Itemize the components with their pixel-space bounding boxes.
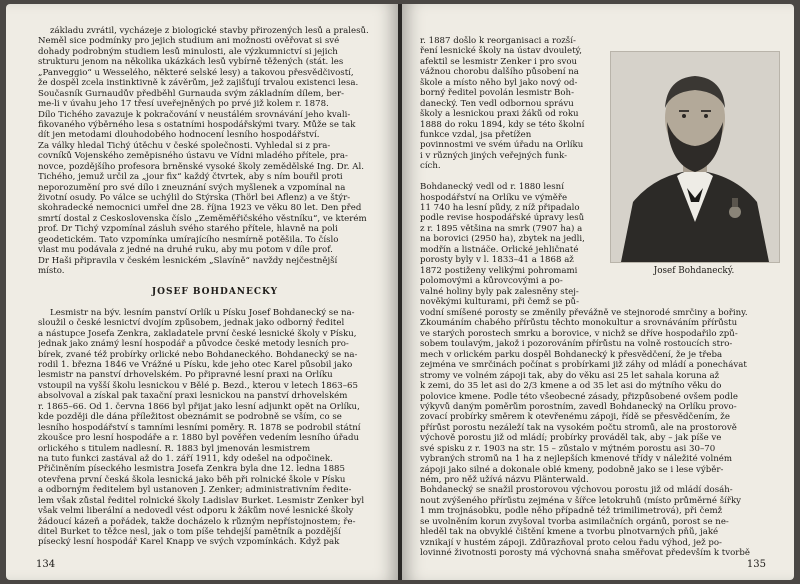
text-line: ditel Burket to těžce nesl, jak o tom píše tehdejší pamětník a pozdější — [38, 527, 341, 537]
text-line: žádoucí kázeň a pořádek, takže docházelo k různým nepřístojnostem; ře- — [38, 516, 356, 527]
text-line: polomovými a kůrovcovými a po- — [420, 276, 563, 287]
section-heading: JOSEF BOHDANECKÝ — [151, 286, 279, 297]
text-line: dít jen metodami dlouhodobého hodnocení lesního hospodářství. — [38, 130, 320, 141]
right-text-column-top — [420, 36, 606, 307]
text-line: školy a lesnickou praxi žáků od roku — [420, 109, 579, 120]
text-line: geodetickém. Tato vzpomínka umírajícího nesmírně potěšila. To číslo — [38, 234, 339, 245]
text-line: povinnostmi ve svém úřadu na Orlíku — [420, 140, 584, 151]
text-line: Současník Gurnaudův předběhl Gurnauda svým základním dílem, ber- — [38, 88, 345, 99]
text-line: afektil se lesmistr Zenker i pro svou — [420, 56, 578, 67]
text-line: jednak jako známý lesní hospodář a původce české metody lesních pro- — [38, 339, 349, 350]
text-line: me-li v úvahu jeho 17 třesí uveřejněných po prvé již kolem r. 1878. — [38, 99, 329, 110]
text-line: vybraných stromů na 1 ha z nejlepších kmenové třídy v náležité volném — [420, 454, 732, 465]
text-line: Lesmistr na býv. lesním panství Orlík u Písku Josef Bohdanecký se na- — [50, 307, 355, 318]
text-line: vznikají v hustém zápoji. Zdůrazňoval proto celou řadu výhod, jež po- — [420, 537, 722, 548]
text-line: skohradecké nemocnici umřel dne 28. října 1923 ve věku 80 let. Den před — [38, 203, 362, 214]
text-line: nout zvýšeného přírůstu zejména v šířce letokruhů (místo průměrné šířky — [420, 495, 742, 506]
text-line: 1 mm trojnásobku, podle něho případně též trimilimetrová), při čemž — [420, 506, 723, 517]
text-line: přírůst porostu nezáleží tak na vysokém počtu stromů, ale na prostorově — [420, 422, 737, 433]
text-line: Neměl sice podmínky pro jejich studium ani možnosti ověřovat si své — [38, 36, 340, 47]
text-line: výkyvů daným poměrům porostním, zavedl Bohdanecký na Orlíku provo- — [420, 401, 737, 412]
text-line: zovací probírky směrem k otevřenému zápoji, řídě se přesvědčením, že — [420, 412, 730, 423]
text-line: Dr Haši připravila v českém lesnickém „Slavíně“ navždy nejčestnější — [38, 255, 338, 266]
text-line: že dospěl zcela instinktivně k závěrům, jež zajišťují trvalou existenci lesa. — [38, 78, 359, 89]
text-line: však velmi liberální a nedovedl vést odporu k žákům nové lesnické školy — [38, 506, 354, 517]
text-line: polovice kmene. Podle této všeobecné zásady, přizpůsobené ovšem podle — [420, 391, 738, 402]
text-line: Dílo Tichého zavazuje k pokračování v neustálém srovnávání jeho kvali- — [38, 109, 351, 120]
text-line: prof. Dr Tichý vzpomínal zásluh svého starého přítele, hlavně na poli — [38, 224, 338, 235]
text-line: vodní smíšené porosty se změnily převážně ve stejnorodé smrčiny a bořiny. — [420, 308, 748, 318]
text-line: valné holiny byly pak zalesněny stej- — [420, 286, 579, 297]
portrait-caption: Josef Bohdanecký. — [653, 266, 735, 276]
text-line: a nástupce Josefa Zenkra, zakladatele první české lesnické školy v Písku, — [38, 328, 357, 339]
text-line: základu zvrátil, vycházeje z biologické stavby přirozených lesů a pralesů. — [50, 26, 369, 36]
page-number-left: 134 — [36, 559, 56, 570]
text-line: rodil 1. března 1846 ve Vrážné u Písku, kde jeho otec Karel působil jako — [38, 360, 353, 370]
text-line: absolvoval a získal pak taxační praxi lesnickou na panství drhovelském — [38, 391, 348, 402]
left-text-column — [38, 26, 392, 548]
text-line: bírek, zvané též probírky orlické nebo Bohdaneckého. Bohdanecký se na- — [38, 349, 358, 360]
text-line: ve starých porostech smrku a borovice, v nichž se dříve hospodařilo způ- — [420, 328, 738, 339]
text-line: ření lesnické školy na ústav dvouletý, — [420, 46, 582, 57]
text-line: lovinné životnosti porosty má výchovná snaha směřovat především k tvorbě — [420, 548, 750, 559]
text-line: z r. 1895 většina na smrk (7907 ha) a — [420, 223, 583, 234]
left-page — [6, 4, 398, 580]
text-line: r. 1887 došlo k reorganisaci a rozší- — [420, 36, 576, 46]
text-line: vlast mu podávala z jedné na druhé ruku, aby mu potom v díle prof. — [38, 245, 333, 256]
text-line: modřín a listnáče. Orlické jehličnaté — [420, 244, 579, 255]
text-line: Přičiněním píseckého lesmistra Josefa Zenkra byla dne 12. ledna 1885 — [38, 464, 345, 475]
text-line: cích. — [420, 161, 441, 172]
text-line: r. 1865–66. Od 1. června 1866 byl přijat jako lesní adjunkt opět na Orlíku, — [38, 401, 360, 412]
text-line: na tuto funkci zastával až do 1. září 1911, kdy odešel na odpočinek. — [38, 453, 333, 464]
text-line: 1888 do roku 1894, kdy se této školní — [420, 119, 585, 130]
text-line: i v různých jiných veřejných funk- — [420, 150, 568, 161]
right-page — [402, 4, 794, 580]
text-line: fikovaného výběrného lesa s ostatními hospodářskými tvary. Může se tak — [38, 119, 356, 130]
text-line: písecký lesní hospodář Karel Knapp ve svých vzpomínkách. Když pak — [38, 537, 340, 548]
text-line: životní osudy. Po válce se uchýlil do Štýrska (Thörl bei Aflenz) a ve štýr- — [38, 193, 351, 203]
text-line: 11 740 ha lesní půdy, z níž připadalo — [420, 203, 580, 213]
text-line: Za války hledal Tichý útěchu v české společnosti. Vyhledal si z pra- — [38, 140, 331, 151]
portrait-illustration — [611, 52, 779, 262]
text-line: vstoupil na vyšší školu lesnickou v Bělé p. Bezd., kterou v letech 1863–65 — [38, 380, 358, 391]
text-line: lesního hospodářství s tamními lesními poměry. R. 1878 se podrobil státní — [38, 422, 361, 433]
right-text-column-bottom — [420, 308, 780, 559]
blank-line — [38, 297, 392, 307]
text-line: zápoji jako silné a dokonale oblé kmeny, podobně jako se i lese výběr- — [420, 464, 724, 475]
page-number-right: 135 — [746, 559, 766, 570]
text-line: strukturu jenom na několika ukázkách lesů vybírně těžených (stát. les — [38, 57, 344, 68]
text-line: výchově porostu již od mládí; probírky prováděl tak, aby – jak píše ve — [420, 433, 722, 444]
text-line: dohady podrobným studiem lesů minulosti, ale výzkumnictví si jejich — [38, 46, 338, 57]
text-line: danecký. Ten vedl odbornou správu — [420, 98, 574, 109]
text-line: otevřena první česká škola lesnická jako běh při rolnické škole v Písku — [38, 474, 346, 485]
text-line: hospodářství na Orlíku ve výměře — [420, 192, 568, 203]
text-line: covníků Vojenského zeměpisného ústavu ve Vídni mladého přítele, pra- — [38, 151, 348, 162]
text-line: orlického s titulem nadlesní. R. 1883 byl jmenován lesmistrem — [38, 443, 311, 454]
text-line: lesmistr na panství drhovelském. Po připravné lesní praxi na Orlíku — [38, 370, 333, 381]
text-line: smrtí dostal z Československa číslo „Zeměměřičského věstníku“, ve kterém — [38, 213, 367, 224]
text-line: Bohdanecký vedl od r. 1880 lesní — [420, 182, 564, 193]
text-line: nověkými kulturami, při čemž se pů- — [420, 296, 579, 307]
text-line: Zkoumáním chabého přírůstu těchto monokultur a srovnáváním přírůstu — [420, 318, 738, 329]
text-line: se uvolněním korun zvyšoval tvorba asimilačních orgánů, porost se ne- — [420, 516, 729, 527]
text-line: podle revise hospodářské úpravy lesů — [420, 213, 585, 224]
text-line: vážnou chorobu dalšího působení na — [420, 67, 579, 78]
text-line: ném, pro něž užívá názvu Plänterwald. — [420, 475, 589, 485]
text-line: hleděl tak na obvyklé čištění kmene a tvorbu plnotvarných pňů, jaké — [420, 527, 719, 538]
text-line: kde později dle dána příležitost obeznámit se podrobně se vším, co se — [38, 412, 342, 423]
portrait-photo — [610, 51, 780, 263]
text-line: zkoušce pro lesní hospodáře a r. 1880 byl pověřen vedením lesního úřadu — [38, 433, 360, 444]
text-line: „Panveggio“ u Wesselého, některé selské lesy) a takovou přesvědčivostí, — [38, 67, 354, 78]
text-line: 1872 postiženy velikými pohromami — [420, 265, 578, 276]
text-line: sobem toulavým, jakož i pozorováním přírůstu na volně rostoucích stro- — [420, 339, 733, 350]
text-line: škole a místo něho byl jako nový od- — [420, 77, 578, 88]
text-line: sloužil o české lesnictví dvojím způsobem, jednak jako odborný ředitel — [38, 318, 345, 329]
text-line: své spisku z r. 1903 na str. 15 – zůstalo v mýtném porostu asi 30–70 — [420, 443, 716, 454]
text-line: Tichého, jemuž určil za „jour fix“ každý čtvrtek, aby s ním bouřil proti — [38, 172, 343, 183]
text-line: neporozumění pro své dílo i zneuznání svých myšlenek a vzpomínal na — [38, 182, 346, 193]
text-line: Bohdanecký se snažil prostorovou výchovou porostu již od mládí dosáh- — [420, 485, 733, 496]
text-line: stromy ve volném zápoji tak, aby do věku asi 25 let sahala koruna až — [420, 370, 720, 381]
text-line: mech v orlickém parku dospěl Bohdanecký k přesvědčení, že je třeba — [420, 349, 723, 360]
text-line: novce, pozdějšího profesora brněnské vysoké školy zemědělské Ing. Dr. Al. — [38, 161, 364, 172]
text-line: funkce vzdal, jsa přetížen — [420, 129, 532, 140]
book-spread — [6, 4, 794, 580]
text-line: a odborným ředitelem byl ustanoven J. Zenker; administrativním ředite- — [38, 485, 352, 496]
text-line: na borovici (2950 ha), zbytek na jedli, — [420, 234, 585, 245]
text-line: lem však zůstal ředitel rolnické školy Ladislav Burket. Lesmistr Zenker byl — [38, 495, 365, 506]
text-line: místo. — [38, 266, 65, 277]
text-line: porosty byly v l. 1833–41 a 1868 až — [420, 255, 574, 266]
blank-line — [420, 172, 606, 182]
text-line: borný ředitel povolán lesmistr Boh- — [420, 88, 574, 99]
text-line: zejména ve smrčinách počínat s probírkami již záhy od mládí a ponechávat — [420, 360, 747, 371]
text-line: k zemi, do 35 let asi do 2/3 kmene a od 35 let asi do mýtního věku do — [420, 381, 722, 392]
blank-line — [38, 277, 392, 287]
